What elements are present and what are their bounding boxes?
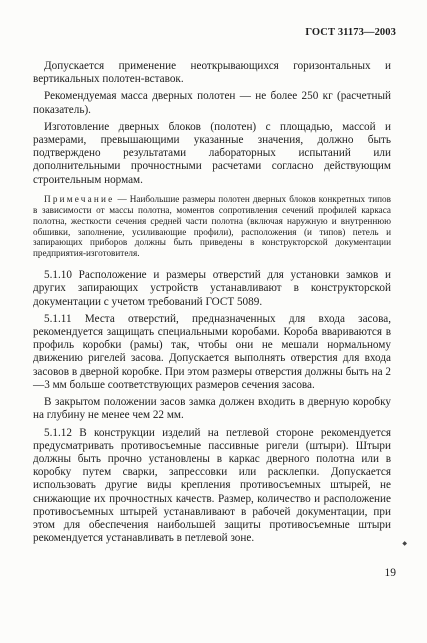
paragraph-5-1-11: 5.1.11 Места отверстий, предназначенных для входа засова, рекомендуется защищать специальными коробами. Короба ввариваются в профиль коробки (рамы) так, чтобы они не мешали нормальному движению ригелей засова. Допускается выполнять отверстия для входа засовов в дверной коробке. При этом размеры отверстия должны быть на 2—3 мм больше соответствующих размеров сечения засова. [33,312,391,391]
paragraph-manufacturing: Изготовление дверных блоков (полотен) с площадью, массой и размерами, превышающими указанные значения, должно быть подтверждено результатами лабораторных испытаний или дополнительными прочностными расчетами согласно действующим строительным нормам. [33,120,391,186]
paragraph-5-1-12: 5.1.12 В конструкции изделий на петлевой стороне рекомендуется предусматривать противосъемные пассивные ригели (штыри). Штыри должны быть прочно установлены в каркас дверного полотна или в коробку путем сварки, запрессовки или расклепки. Допускается использовать другие виды крепления противосъемных штырей, не снижающие их прочностных качеств. Размер, количество и расположение противосъемных штырей устанавливают в рабочей документации, при этом для обеспечения наибольшей защиты противосъемные штыри рекомендуется устанавливать в петлевой зоне. [33,426,391,545]
note-label: Примечание [44,193,115,204]
scan-mark-icon: ◆ [402,541,407,547]
paragraph-inserts: Допускается применение неоткрывающихся горизонтальных и вертикальных полотен-вставок. [33,60,391,86]
paragraph-bolt-depth: В закрытом положении засов замка должен входить в дверную коробку на глубину не менее чем 22 мм. [33,396,391,422]
paragraph-mass: Рекомендуемая масса дверных полотен — не более 250 кг (расчетный показатель). [33,90,391,116]
note-text: — Наибольшие размеры полотен дверных блоков конкретных типов в зависимости от массы полотна, моментов сопротивления сечений профилей каркаса полотна, жесткости сечения средней части полотна (включая наружную и внутреннюю обшивки, заполнение, усиливающие профили), расположения (и типов) петель и запирающих приборов должны быть приведены в конструкторской документации предприятия-изготовителя. [33,193,391,259]
note-block [33,194,391,259]
standard-header: ГОСТ 31173—2003 [305,27,396,38]
page-number: 19 [384,567,396,579]
body-text [33,60,391,549]
paragraph-5-1-10: 5.1.10 Расположение и размеры отверстий для установки замков и других запирающих устройств устанавливают в конструкторской документации с учетом требований ГОСТ 5089. [33,269,391,308]
